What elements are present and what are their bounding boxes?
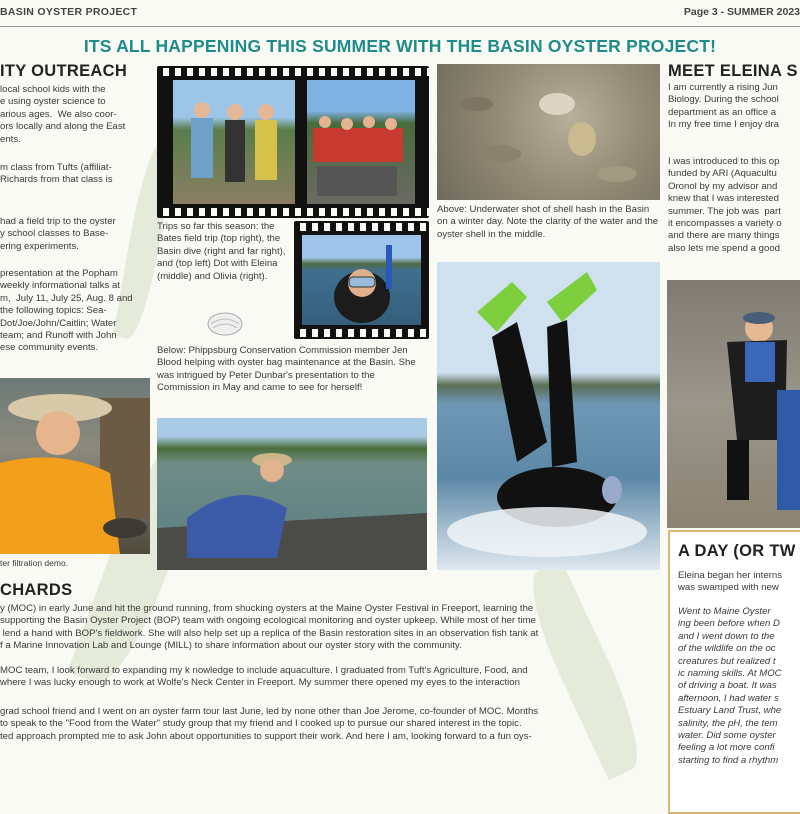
photo-illustration	[437, 64, 660, 200]
a-day-sidebar-box	[668, 530, 800, 814]
underwater-caption: Above: Underwater shot of shell hash in the Basin on a winter day. Note the clarity of the water and the oyster shell in the middle.	[437, 204, 659, 240]
filmstrip-small	[294, 221, 429, 339]
newsletter-name: BASIN OYSTER PROJECT	[0, 6, 138, 18]
a-day-lead: Eleina began her interns was swamped with new	[678, 570, 783, 594]
page-header	[0, 0, 800, 27]
outreach-heading: ITY OUTREACH	[0, 62, 128, 80]
basin-dive-group-photo	[307, 80, 415, 204]
photo-illustration	[302, 235, 421, 325]
diver-flip-entry-photo	[437, 262, 660, 570]
underwater-shell-hash-photo	[437, 64, 660, 200]
meet-eleina-heading: MEET ELEINA S	[668, 62, 798, 80]
below-caption: Below: Phippsburg Conservation Commission member Jen Blood helping with oyster bag maintenance at the Basin. She was intrigued by Peter Dunbar's presentation to the Commission in May and came to see for herself!	[157, 345, 416, 394]
outreach-paragraph: presentation at the Popham weekly informational talks at m, July 11, July 25, Aug. 8 and the following topics: Sea- Dot/Joe/John/Caitlin; Water team; and Runoff with John ese community events.	[0, 268, 133, 354]
trips-caption: Trips so far this season: the Bates field trip (top right), the Basin dive (right and far right), and (top left) Dot with Eleina (middle) and Olivia (right).	[157, 221, 286, 282]
a-day-diary-text: Went to Maine Oyster ing been before when D and I went down to the of the wildlife on the oc creatures but realized t ic naming skills. At MOC of driving a boat. It was afternoon, I had water s Estuary Land Trust, whe salinity, the pH, the tem water. Did some oyster feeling a lot more confi starting to find a rhythm	[678, 606, 782, 766]
photo-illustration	[157, 418, 427, 570]
meet-eleina-paragraph: I am currently a rising Jun Biology. During the school department as an office a In my free time I enjoy dra	[668, 82, 779, 131]
photo-illustration	[667, 280, 800, 528]
outreach-paragraph: m class from Tufts (affiliat- Richards from that class is	[0, 162, 113, 186]
dot-eleina-olivia-photo	[302, 235, 421, 325]
richards-heading: CHARDS	[0, 581, 73, 599]
outreach-paragraph: had a field trip to the oyster y school classes to Base- ering experiments.	[0, 216, 116, 252]
filmstrip-top	[157, 66, 429, 218]
water-filtration-demo-photo	[0, 378, 150, 554]
richards-paragraph: y (MOC) in early June and hit the ground running, from shucking oysters at the Maine Oyster Festival in Freeport, learning the supporting the Basin Oyster Project (BOP) team with ongoing ecological monitoring and oyster upkeep. While most of her time lend a hand with BOP's fieldwork. She will also help set up a replica of the Basin restoration sites in an observation fish tank at f a Marine Innovation Lab and Lounge (MILL) to share information about our oyster story with the community.	[0, 603, 539, 652]
outreach-photo-caption: ter filtration demo.	[0, 558, 69, 568]
photo-illustration	[307, 80, 415, 204]
photo-illustration	[437, 262, 660, 570]
meet-eleina-paragraph: I was introduced to this op funded by ARI (Aquacultu Oronol by my advisor and knew that I was interested summer. The job was part it encompasses a variety o and there are many things also lets me spend a good	[668, 156, 782, 254]
photo-illustration	[0, 378, 150, 554]
eleina-portrait-photo	[667, 280, 800, 528]
page-number: Page 3 - SUMMER 2023	[683, 6, 800, 18]
richards-paragraph: MOC team, I look forward to expanding my k nowledge to include aquaculture. I graduated from Tuft's Agriculture, Food, and where I was lucky enough to work at Wolfe's Neck Center in Freeport. My summer there opened my eyes to the interaction	[0, 665, 528, 689]
page-headline: ITS ALL HAPPENING THIS SUMMER WITH THE BASIN OYSTER PROJECT!	[83, 36, 717, 56]
jen-blood-bag-maintenance-photo	[157, 418, 427, 570]
a-day-heading: A DAY (OR TW	[678, 542, 796, 560]
richards-paragraph: grad school friend and I went on an oyster farm tour last June, led by none other than Joe Jerome, co-founder of MOC. Months to speak to the "Food from the Water" study group that my friend and I cooked up to pursue our shared interest in the topic. ted approach prompted me to ask John about opportunities to support their work. And here I am, looking forward to a fun oys-	[0, 706, 539, 742]
bates-trip-photo	[173, 80, 295, 204]
photo-illustration	[173, 80, 295, 204]
oyster-shell-icon	[205, 310, 245, 338]
outreach-paragraph: local school kids with the e using oyster science to arious ages. We also coor- ors locally and along the East ents.	[0, 84, 126, 145]
